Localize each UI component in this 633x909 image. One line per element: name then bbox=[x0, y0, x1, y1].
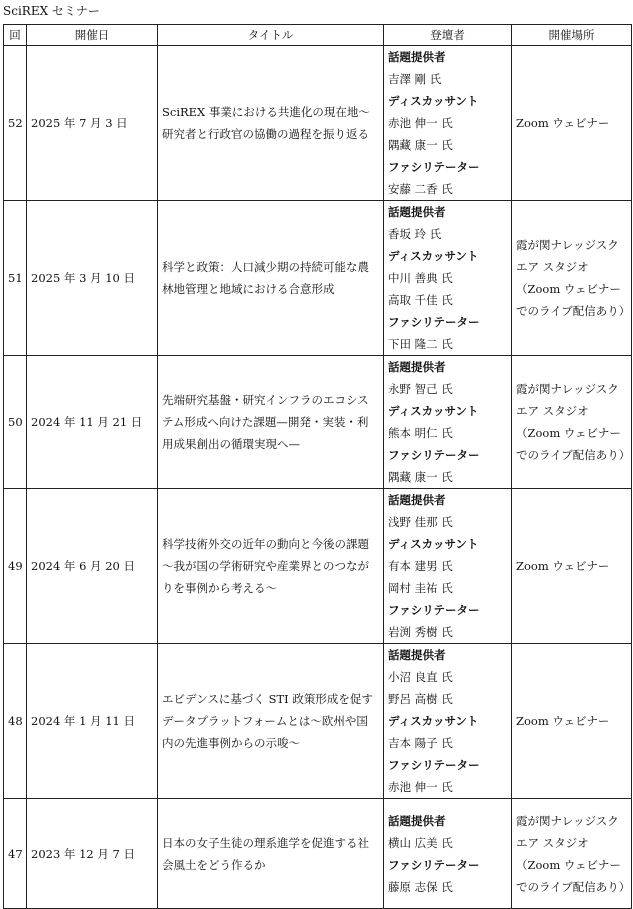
speaker-list bbox=[388, 644, 507, 798]
speaker-role-label: ファシリテーター bbox=[388, 758, 480, 772]
table-body bbox=[4, 46, 632, 909]
speaker-name: 永野 智己 氏 bbox=[388, 382, 453, 396]
cell-title: 先端研究基盤・研究インフラのエコシステム形成へ向けた課題—開発・実装・利用成果創出の循環実現へ— bbox=[158, 356, 384, 489]
speaker-name: 香坂 玲 氏 bbox=[388, 227, 442, 241]
cell-number: 51 bbox=[4, 201, 27, 356]
header-title: タイトル bbox=[158, 25, 384, 46]
speaker-role-label: ディスカッサント bbox=[388, 404, 479, 418]
cell-title: SciREX 事業における共進化の現在地〜研究者と行政官の協働の過程を振り返る bbox=[158, 46, 384, 201]
cell-date: 2024 年 11 月 21 日 bbox=[27, 356, 158, 489]
cell-title: エビデンスに基づく STI 政策形成を促すデータプラットフォームとは〜欧州や国内の先進事例からの示唆〜 bbox=[158, 644, 384, 799]
speaker-name: 熊本 明仁 氏 bbox=[388, 426, 453, 440]
table-header-row bbox=[4, 25, 632, 46]
speaker-role-label: ディスカッサント bbox=[388, 94, 479, 108]
speaker-name: 野呂 高樹 氏 bbox=[388, 692, 453, 706]
seminar-table bbox=[3, 24, 632, 909]
header-date: 開催日 bbox=[27, 25, 158, 46]
speaker-name: 安藤 二香 氏 bbox=[388, 182, 453, 196]
speaker-name: 隅藏 康一 氏 bbox=[388, 470, 453, 484]
speaker-role-label: 話題提供者 bbox=[388, 360, 446, 374]
speaker-role-label: 話題提供者 bbox=[388, 648, 446, 662]
cell-speakers bbox=[384, 201, 512, 356]
cell-number: 49 bbox=[4, 489, 27, 644]
table-row bbox=[4, 799, 632, 909]
cell-venue: 霞が関ナレッジスクエア スタジオ（Zoom ウェビナーでのライブ配信あり） bbox=[512, 799, 632, 909]
cell-venue: Zoom ウェビナー bbox=[512, 644, 632, 799]
header-speakers: 登壇者 bbox=[384, 25, 512, 46]
table-row bbox=[4, 489, 632, 644]
table-row bbox=[4, 201, 632, 356]
speaker-name: 浅野 佳那 氏 bbox=[388, 515, 453, 529]
header-venue: 開催場所 bbox=[512, 25, 632, 46]
speaker-name: 赤池 伸一 氏 bbox=[388, 116, 453, 130]
speaker-role-label: ファシリテーター bbox=[388, 315, 480, 329]
cell-date: 2024 年 1 月 11 日 bbox=[27, 644, 158, 799]
speaker-name: 横山 広美 氏 bbox=[388, 835, 453, 850]
speaker-role-label: ファシリテーター bbox=[388, 448, 480, 462]
speaker-name: 隅藏 康一 氏 bbox=[388, 138, 453, 152]
cell-venue: 霞が関ナレッジスクエア スタジオ（Zoom ウェビナーでのライブ配信あり） bbox=[512, 356, 632, 489]
cell-venue: 霞が関ナレッジスクエア スタジオ（Zoom ウェビナーでのライブ配信あり） bbox=[512, 201, 632, 356]
speaker-name: 吉本 陽子 氏 bbox=[388, 736, 453, 750]
cell-title: 科学と政策：人口減少期の持続可能な農林地管理と地域における合意形成 bbox=[158, 201, 384, 356]
speaker-name: 小沼 良直 氏 bbox=[388, 670, 453, 684]
cell-number: 50 bbox=[4, 356, 27, 489]
speaker-list bbox=[388, 489, 507, 643]
speaker-role-label: ディスカッサント bbox=[388, 249, 479, 263]
cell-title: 日本の女子生徒の理系進学を促進する社会風土をどう作るか bbox=[158, 799, 384, 909]
speaker-role-label: ファシリテーター bbox=[388, 603, 480, 617]
speaker-name: 有本 建男 氏 bbox=[388, 559, 453, 573]
speaker-role-label: 話題提供者 bbox=[388, 205, 446, 219]
speaker-role-label: 話題提供者 bbox=[388, 50, 446, 64]
cell-venue: Zoom ウェビナー bbox=[512, 46, 632, 201]
cell-title: 科学技術外交の近年の動向と今後の課題 〜我が国の学術研究や産業界とのつながりを事例から考える〜 bbox=[158, 489, 384, 644]
cell-number: 47 bbox=[4, 799, 27, 909]
cell-number: 52 bbox=[4, 46, 27, 201]
speaker-name: 藤原 志保 氏 bbox=[388, 879, 453, 894]
cell-speakers bbox=[384, 489, 512, 644]
table-row bbox=[4, 644, 632, 799]
speaker-name: 中川 善典 氏 bbox=[388, 271, 453, 285]
cell-speakers bbox=[384, 644, 512, 799]
cell-speakers bbox=[384, 46, 512, 201]
cell-date: 2024 年 6 月 20 日 bbox=[27, 489, 158, 644]
cell-date: 2025 年 3 月 10 日 bbox=[27, 201, 158, 356]
speaker-role-label: ディスカッサント bbox=[388, 537, 479, 551]
table-row bbox=[4, 46, 632, 201]
cell-date: 2023 年 12 月 7 日 bbox=[27, 799, 158, 909]
header-number: 回 bbox=[4, 25, 27, 46]
speaker-role-label: 話題提供者 bbox=[388, 813, 446, 828]
speaker-role-label: ファシリテーター bbox=[388, 160, 480, 174]
speaker-list bbox=[388, 46, 507, 200]
speaker-name: 下田 隆二 氏 bbox=[388, 337, 453, 351]
speaker-list bbox=[388, 201, 507, 355]
speaker-role-label: ディスカッサント bbox=[388, 714, 479, 728]
cell-speakers bbox=[384, 356, 512, 489]
speaker-name: 吉澤 剛 氏 bbox=[388, 72, 442, 86]
cell-number: 48 bbox=[4, 644, 27, 799]
cell-date: 2025 年 7 月 3 日 bbox=[27, 46, 158, 201]
speaker-role-label: 話題提供者 bbox=[388, 493, 446, 507]
cell-venue: Zoom ウェビナー bbox=[512, 489, 632, 644]
cell-speakers bbox=[384, 799, 512, 909]
speaker-name: 赤池 伸一 氏 bbox=[388, 780, 453, 794]
document-title: SciREX セミナー bbox=[3, 4, 100, 18]
table-row bbox=[4, 356, 632, 489]
speaker-role-label: ファシリテーター bbox=[388, 857, 480, 872]
speaker-list bbox=[388, 810, 507, 898]
speaker-name: 岡村 圭祐 氏 bbox=[388, 581, 453, 595]
speaker-list bbox=[388, 356, 507, 488]
speaker-name: 岩渕 秀樹 氏 bbox=[388, 625, 453, 639]
speaker-name: 高取 千佳 氏 bbox=[388, 293, 453, 307]
